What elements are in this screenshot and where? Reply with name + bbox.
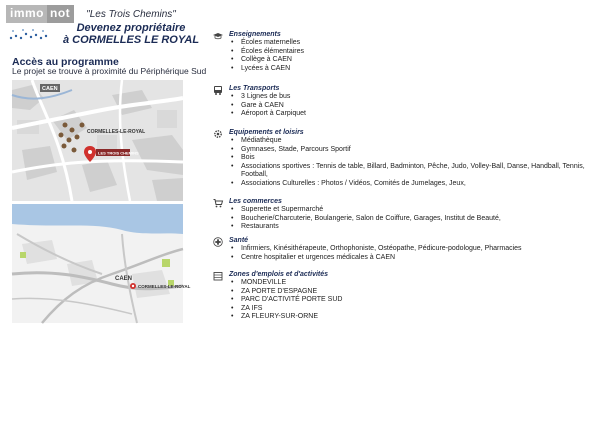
map2-label-caen: CAEN [115, 276, 133, 282]
list-item: • Lycées à CAEN [229, 65, 592, 74]
list-item: • Centre hospitalier et urgences médicales à CAEN [229, 254, 592, 263]
list-item: • 3 Lignes de bus [229, 93, 592, 102]
amenities-list [212, 30, 592, 322]
section-title: Les commerces [229, 198, 282, 205]
list-item: • Médiathèque [229, 137, 592, 146]
shopping-cart-icon [213, 198, 223, 208]
list-item: • MONDEVILLE [229, 279, 592, 288]
section-title: Les Transports [229, 85, 280, 92]
list-item: • PARC D'ACTIVITÉ PORTE SUD [229, 296, 592, 305]
list-item: • Associations sportives : Tennis de table, Billard, Badminton, Pêche, Judo, Volley-Ball, Danse, Handball, Tennis, Football, [229, 163, 592, 180]
list-item: • ZA FLEURY-SUR-ORNE [229, 313, 592, 322]
section-commerces [212, 197, 592, 236]
building-icon [213, 271, 223, 281]
list-item: • Écoles maternelles [229, 39, 592, 48]
map2-label-cormelles: CORMELLES-LE-ROYAL [138, 284, 191, 289]
project-name: "Les Trois Chemins" [86, 9, 176, 20]
headline [52, 22, 210, 46]
section-title: Enseignements [229, 31, 281, 38]
list-item: • Gymnases, Stade, Parcours Sportif [229, 146, 592, 155]
map1-label-cormelles: CORMELLES-LE-ROYAL [87, 129, 146, 135]
section-enseignements [212, 30, 592, 77]
region-map [12, 204, 191, 323]
list-item: • ZA PORTE D'ESPAGNE [229, 288, 592, 297]
headline-line-1: Devenez propriétaire [76, 22, 186, 34]
list-item: • ZA IFS [229, 305, 592, 314]
section-title: Zones d'emplois et d'activités [229, 271, 329, 278]
list-item: • Associations Culturelles : Photos / Vidéos, Comités de Jumelages, Jeux, [229, 180, 592, 189]
bus-icon [213, 85, 223, 95]
list-item: • Bois [229, 154, 592, 163]
list-item: • Restaurants [229, 223, 592, 232]
headline-line-2: à CORMELLES LE ROYAL [62, 34, 200, 46]
list-item: • Superette et Supermarché [229, 206, 592, 215]
logo-part-not: not [47, 5, 74, 23]
list-item: • Boucherie/Charcuterie, Boulangerie, Salon de Coiffure, Garages, Institut de Beauté, [229, 215, 592, 224]
list-item: • Collège à CAEN [229, 56, 592, 65]
graduation-cap-icon [213, 31, 223, 41]
brand-dots-icon [8, 26, 48, 42]
access-text: Le projet se trouve à proximité du Périphérique Sud [12, 66, 207, 76]
logo-part-immo: immo [6, 5, 47, 23]
map1-label-caen: CAEN [42, 86, 58, 92]
map1-label-project: LES TROIS CHEMINS [98, 150, 139, 156]
health-cross-icon [213, 237, 223, 247]
city-map [12, 80, 183, 201]
list-item: • Aéroport à Carpiquet [229, 110, 592, 119]
section-sante [212, 236, 592, 270]
section-title: Equipements et loisirs [229, 129, 304, 136]
section-zones-emplois [212, 270, 592, 322]
access-title: Accès au programme [12, 56, 119, 68]
list-item: • Gare à CAEN [229, 102, 592, 111]
location-marker-icon [130, 283, 136, 289]
gear-icon [213, 129, 223, 139]
section-title: Santé [229, 237, 249, 244]
list-item: • Infirmiers, Kinésithérapeute, Orthophoniste, Ostéopathe, Pédicure-podologue, Pharmacies [229, 245, 592, 254]
list-item: • Écoles élémentaires [229, 48, 592, 57]
section-transports [212, 84, 592, 128]
section-equipements [212, 128, 592, 197]
